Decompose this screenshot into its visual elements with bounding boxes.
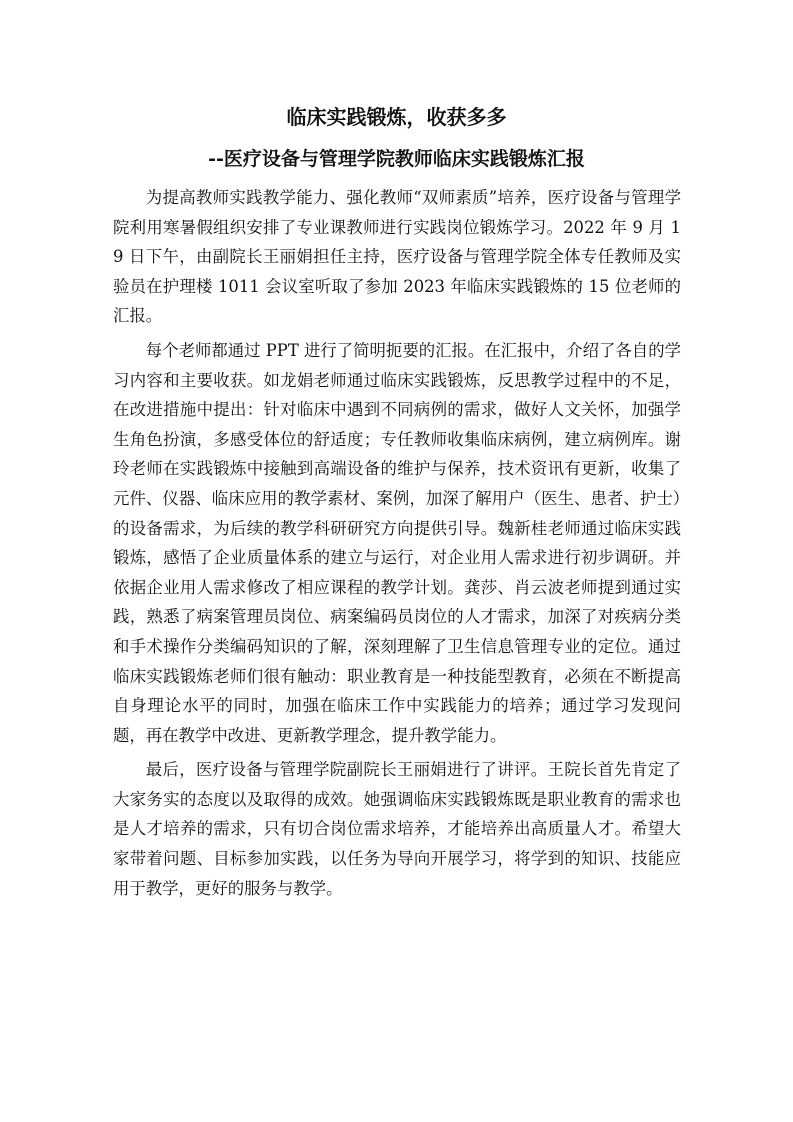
document-title: 临床实践锻炼，收获多多 (286, 105, 507, 129)
document-body (113, 183, 681, 908)
paragraph-reports: 每个老师都通过 PPT 进行了简明扼要的汇报。在汇报中，介绍了各自的学习内容和主要收获。如龙娟老师通过临床实践锻炼，反思教学过程中的不足，在改进措施中提出：针对临床中遇到不同病例的需求，做好人文关怀，加强学生角色扮演，多感受体位的舒适度；专任教师收集临床病例，建立病例库。谢玲老师在实践锻炼中接触到高端设备的维护与保养，技术资讯有更新，收集了元件、仪器、临床应用的教学素材、案例，加深了解用户（医生、患者、护士）的设备需求，为后续的教学科研研究方向提供引导。魏新桂老师通过临床实践锻炼，感悟了企业质量体系的建立与运行，对企业用人需求进行初步调研。并依据企业用人需求修改了相应课程的教学计划。龚莎、肖云波老师提到通过实践，熟悉了病案管理员岗位、病案编码员岗位的人才需求，加深了对疾病分类和手术操作分类编码知识的了解，深刻理解了卫生信息管理专业的定位。通过临床实践锻炼老师们很有触动：职业教育是一种技能型教育，必须在不断提高自身理论水平的同时，加强在临床工作中实践能力的培养；通过学习发现问题，再在教学中改进、更新教学理念，提升教学能力。 (113, 340, 681, 745)
paragraph-intro: 为提高教师实践教学能力、强化教师“双师素质”培养，医疗设备与管理学院利用寒暑假组织安排了专业课教师进行实践岗位锻炼学习。2022 年 9 月 19 日下午，由副院长王丽娟担任主持，医疗设备与管理学院全体专任教师及实验员在护理楼 1011 会议室听取了参加 2023 年临床实践锻炼的 15 位老师的汇报。 (113, 188, 681, 326)
paragraph-closing: 最后，医疗设备与管理学院副院长王丽娟进行了讲评。王院长首先肯定了大家务实的态度以及取得的成效。她强调临床实践锻炼既是职业教育的需求也是人才培养的需求，只有切合岗位需求培养，才能培养出高质量人才。希望大家带着问题、目标参加实践，以任务为导向开展学习，将学到的知识、技能应用于教学，更好的服务与教学。 (113, 760, 681, 898)
document-subtitle: --医疗设备与管理学院教师临床实践锻炼汇报 (208, 148, 585, 170)
